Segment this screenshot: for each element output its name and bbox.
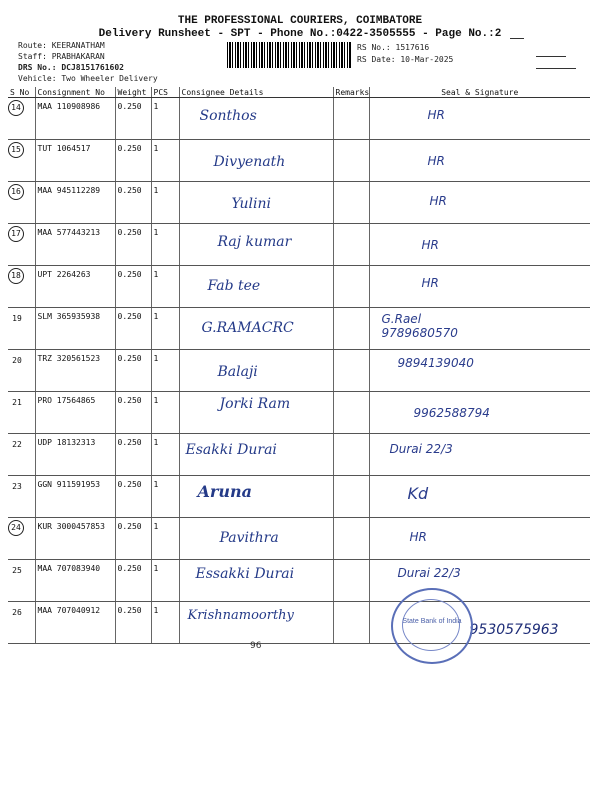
- company-title: THE PROFESSIONAL COURIERS, COIMBATORE: [177, 15, 423, 27]
- receiver-signature: HR: [427, 108, 445, 122]
- pen-mark: [536, 56, 566, 57]
- row-sno: 17: [8, 226, 24, 242]
- row-sno: 20: [12, 356, 22, 365]
- table-row: [8, 434, 590, 476]
- consignee-signature: Krishnamoorthy: [187, 608, 294, 623]
- col-weight: Weight: [115, 87, 151, 98]
- receiver-signature: HR: [421, 276, 439, 290]
- runsheet-title: Delivery Runsheet - SPT - Phone No.:0422-3505555 - Page No.:2: [98, 28, 502, 40]
- table-row: [8, 266, 590, 308]
- receiver-signature: HR: [429, 194, 447, 208]
- row-pcs: 1: [151, 266, 179, 308]
- row-weight: 0.250: [115, 392, 151, 434]
- row-sno: 23: [12, 482, 22, 491]
- row-sno: 26: [12, 608, 22, 617]
- row-pcs: 1: [151, 434, 179, 476]
- row-weight: 0.250: [115, 182, 151, 224]
- consignee-signature: Jorki Ram: [219, 396, 291, 412]
- row-consignment: TUT 1064517: [35, 140, 115, 182]
- stamp-text: State Bank of India: [402, 618, 462, 625]
- row-weight: 0.250: [115, 224, 151, 266]
- consignee-signature: Aruna: [197, 482, 252, 501]
- receiver-signature: Durai 22/3: [389, 442, 453, 456]
- table-row: [8, 602, 590, 644]
- receiver-signature: G.Rael 9789680570: [381, 312, 458, 340]
- receiver-signature: 9962588794: [413, 406, 490, 420]
- row-pcs: 1: [151, 602, 179, 644]
- row-sno: 19: [12, 314, 22, 323]
- table-row: [8, 518, 590, 560]
- consignee-signature: Pavithra: [219, 530, 279, 546]
- consignee-signature: Fab tee: [207, 278, 261, 294]
- receiver-signature: 9894139040: [397, 356, 474, 370]
- row-pcs: 1: [151, 140, 179, 182]
- table-row: [8, 560, 590, 602]
- row-consignment: MAA 577443213: [35, 224, 115, 266]
- consignee-signature: Yulini: [231, 196, 271, 212]
- staff-label: Staff: PRABHAKARAN: [18, 52, 105, 61]
- table-row: [8, 182, 590, 224]
- barcode: [227, 42, 351, 68]
- table-row: [8, 224, 590, 266]
- row-weight: 0.250: [115, 140, 151, 182]
- row-consignment: MAA 707040912: [35, 602, 115, 644]
- row-consignment: MAA 110908986: [35, 98, 115, 140]
- receiver-signature: 9530575963: [469, 622, 559, 638]
- bank-stamp: [391, 588, 473, 664]
- row-sno: 21: [12, 398, 22, 407]
- row-pcs: 1: [151, 560, 179, 602]
- consignee-signature: Sonthos: [199, 108, 257, 124]
- receiver-signature: Durai 22/3: [397, 566, 461, 580]
- row-sno: 14: [8, 100, 24, 116]
- row-pcs: 1: [151, 350, 179, 392]
- table-row: [8, 308, 590, 350]
- row-consignment: UDP 18132313: [35, 434, 115, 476]
- pen-mark: [510, 38, 524, 39]
- row-weight: 0.250: [115, 98, 151, 140]
- row-pcs: 1: [151, 518, 179, 560]
- row-sno: 16: [8, 184, 24, 200]
- receiver-signature: HR: [409, 530, 427, 544]
- row-consignment: KUR 3000457853: [35, 518, 115, 560]
- row-sno: 15: [8, 142, 24, 158]
- row-sno: 18: [8, 268, 24, 284]
- row-sno: 24: [8, 520, 24, 536]
- receiver-signature: HR: [421, 238, 439, 252]
- consignee-signature: Esakki Durai: [185, 442, 277, 458]
- row-consignment: TRZ 320561523: [35, 350, 115, 392]
- row-pcs: 1: [151, 476, 179, 518]
- bank-stamp-inner-ring: [402, 599, 460, 651]
- row-pcs: 1: [151, 308, 179, 350]
- row-consignment: MAA 707083940: [35, 560, 115, 602]
- page-mark: 96: [250, 641, 262, 651]
- table-row: [8, 140, 590, 182]
- row-weight: 0.250: [115, 350, 151, 392]
- vehicle-label: Vehicle: Two Wheeler Delivery: [18, 74, 158, 83]
- consignee-signature: Divyenath: [213, 154, 286, 170]
- table-row: [8, 350, 590, 392]
- row-consignment: SLM 365935938: [35, 308, 115, 350]
- runsheet-table: [8, 87, 590, 644]
- consignee-signature: Raj kumar: [217, 234, 292, 250]
- row-weight: 0.250: [115, 476, 151, 518]
- row-pcs: 1: [151, 224, 179, 266]
- row-consignment: MAA 945112289: [35, 182, 115, 224]
- row-pcs: 1: [151, 98, 179, 140]
- row-pcs: 1: [151, 392, 179, 434]
- route-label: Route: KEERANATHAM: [18, 41, 105, 50]
- col-sno: S No: [8, 87, 35, 98]
- receiver-signature: Kd: [407, 484, 429, 503]
- row-consignment: GGN 911591953: [35, 476, 115, 518]
- row-weight: 0.250: [115, 560, 151, 602]
- col-consignment: Consignment No: [35, 87, 115, 98]
- rs-number: RS No.: 1517616: [357, 43, 430, 52]
- col-seal: Seal & Signature: [369, 87, 590, 98]
- row-sno: 22: [12, 440, 22, 449]
- row-weight: 0.250: [115, 602, 151, 644]
- col-remarks: Remarks: [333, 87, 369, 98]
- consignee-signature: Balaji: [217, 364, 258, 380]
- pen-mark: [536, 68, 576, 69]
- table-row: [8, 476, 590, 518]
- row-sno: 25: [12, 566, 22, 575]
- consignee-signature: G.RAMACRC: [201, 320, 294, 336]
- table-row: [8, 98, 590, 140]
- col-consignee: Consignee Details: [179, 87, 333, 98]
- row-weight: 0.250: [115, 308, 151, 350]
- row-weight: 0.250: [115, 434, 151, 476]
- receiver-signature: HR: [427, 154, 445, 168]
- consignee-signature: Essakki Durai: [195, 566, 295, 582]
- row-consignment: UPT 2264263: [35, 266, 115, 308]
- drs-number: DRS No.: DCJ8151761602: [18, 63, 124, 72]
- table-row: [8, 392, 590, 434]
- row-pcs: 1: [151, 182, 179, 224]
- row-weight: 0.250: [115, 266, 151, 308]
- table-header-row: [8, 87, 590, 98]
- row-weight: 0.250: [115, 518, 151, 560]
- rs-date: RS Date: 10-Mar-2025: [357, 55, 454, 64]
- row-consignment: PRO 17564865: [35, 392, 115, 434]
- col-pcs: PCS: [151, 87, 179, 98]
